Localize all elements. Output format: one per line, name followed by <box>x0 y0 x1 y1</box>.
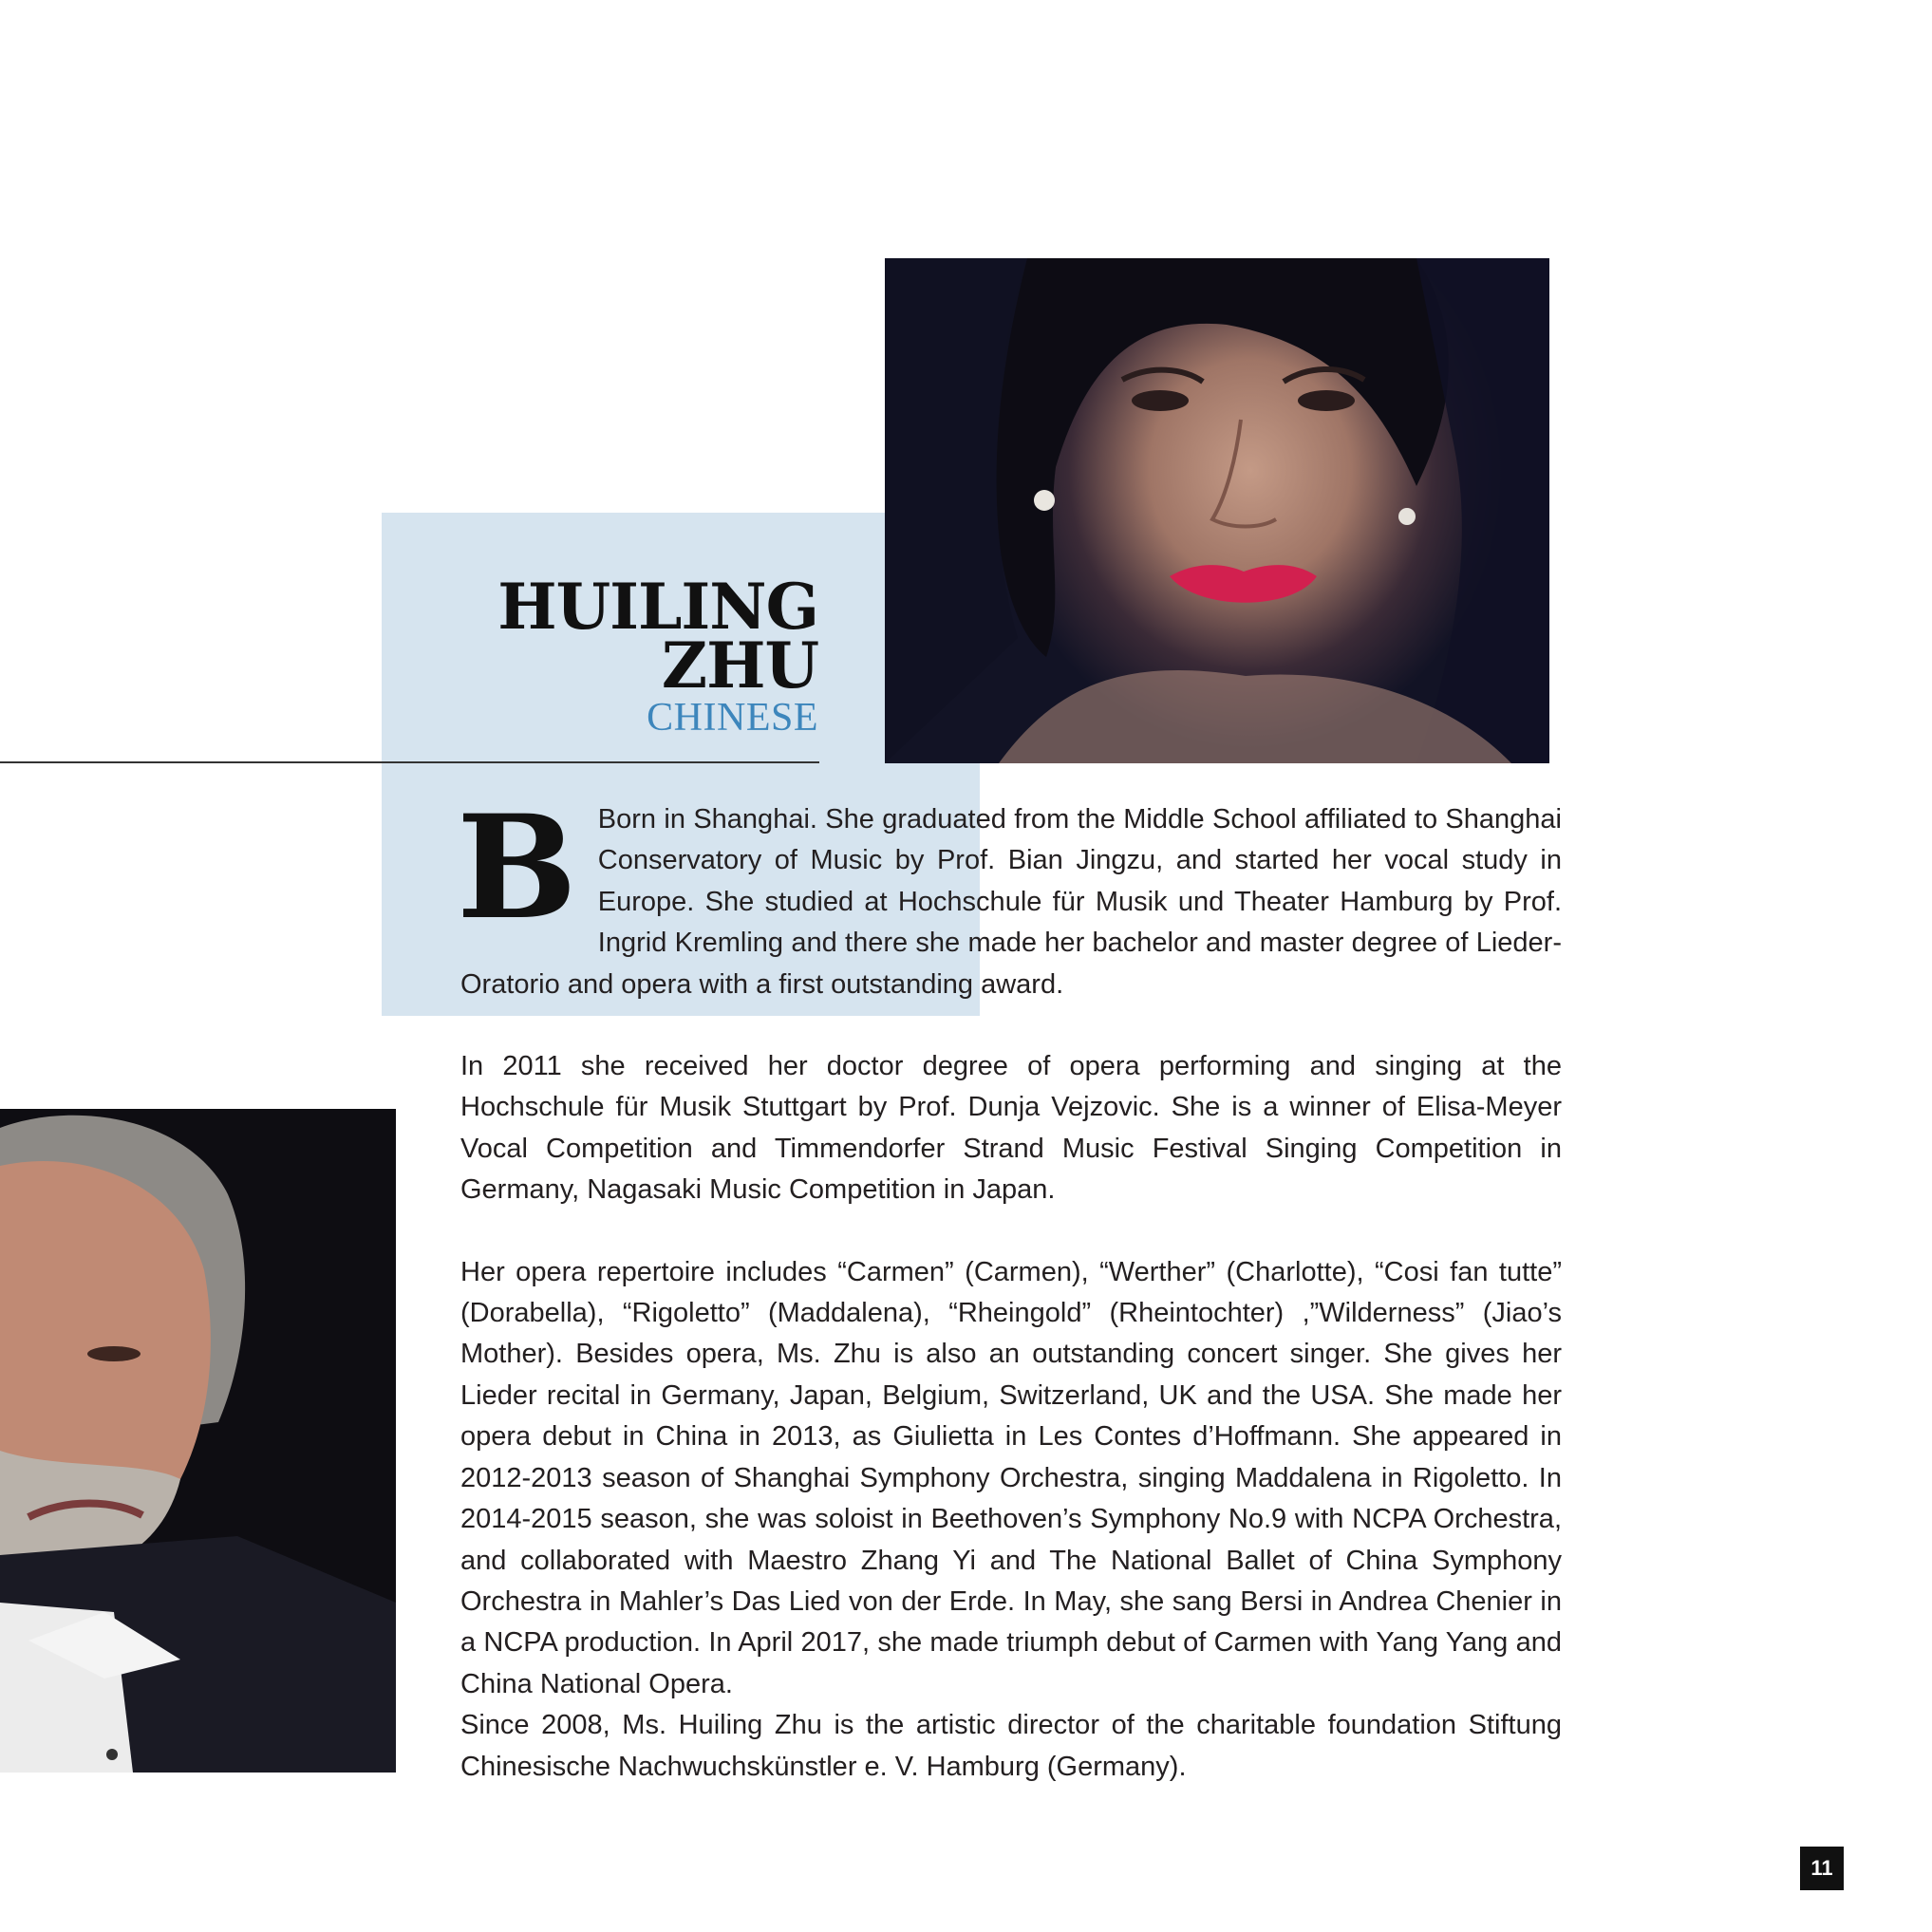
first-name: HUILING <box>497 570 818 644</box>
portrait-photo-singer <box>885 258 1549 763</box>
portrait-photo-conductor <box>0 1109 396 1773</box>
biography-text <box>457 784 1562 1788</box>
bio-paragraph-4: Since 2008, Ms. Huiling Zhu is the artistic director of the charitable foundation Stiftung Chinesische Nachwuchskünstler e. V. Hamburg (Germany). <box>460 1710 1562 1782</box>
conductor-illustration <box>0 1109 396 1773</box>
drop-cap: B <box>457 784 577 951</box>
divider-line <box>0 761 819 763</box>
name-heading <box>399 570 818 741</box>
page-number: 11 <box>1800 1847 1844 1890</box>
last-name: ZHU <box>661 628 818 703</box>
bio-paragraph-3: Her opera repertoire includes “Carmen” (Carmen), “Werther” (Charlotte), “Cosi fan tutte” (Dorabella), “Rigoletto” (Maddalena), “Rheingold” (Rheintochter) ,”Wilderness” (Jiao’s Mother). Besides opera, Ms. Zhu is also an outstanding concert singer. She gives her Lieder recital in Germany, Japan, Belgium, Switzerland, UK and the USA. She made her opera debut in China in 2013, as Giulietta in Les Contes d’Hoffmann. She appeared in 2012-2013 season of Shanghai Symphony Orchestra, singing Maddalena in Rigoletto. In 2014-2015 season, she was soloist in Beethoven’s Symphony No.9 with NCPA Orchestra, and collaborated with Maestro Zhang Yi and The National Ballet of China Symphony Orchestra in Mahler’s Das Lied von der Erde. In May, she sang Bersi in Andrea Chenier in a NCPA production. In April 2017, she made triumph debut of Carmen with Yang Yang and China National Opera. <box>460 1256 1562 1699</box>
bio-paragraph-1-text: Born in Shanghai. She graduated from the Middle School affiliated to Shanghai Conservatory of Music by Prof. Bian Jingzu, and started her vocal study in Europe. She studied at Hochschule für Musik und Theater Hamburg by Prof. Ingrid Kremling and there she made her bachelor and master degree of Lieder-Oratorio and opera with a first outstanding award. <box>460 804 1562 1000</box>
portrait-illustration <box>885 258 1549 763</box>
nationality-label: CHINESE <box>647 696 818 740</box>
bio-paragraph-1 <box>457 784 1562 1005</box>
bio-paragraph-2: In 2011 she received her doctor degree of opera performing and singing at the Hochschule für Musik Stuttgart by Prof. Dunja Vejzovic. She is a winner of Elisa-Meyer Vocal Competition and Timmendorfer Strand Music Festival Singing Competition in Germany, Nagasaki Music Competition in Japan. <box>460 1051 1562 1206</box>
